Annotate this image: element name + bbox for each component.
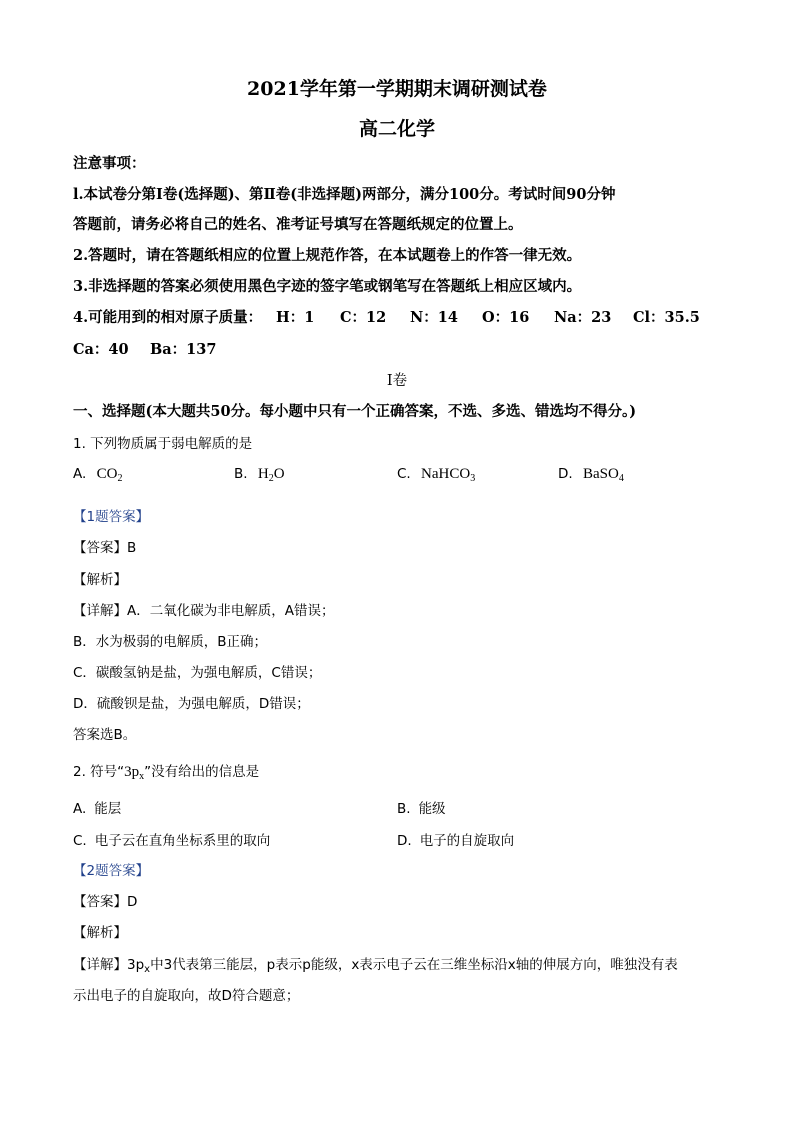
option-label: A.	[73, 466, 87, 482]
atomic-mass-cl: Cl：35.5	[633, 309, 700, 326]
option-label: B.	[397, 801, 411, 817]
symbol-main: 3p	[127, 957, 145, 973]
orbital-symbol	[127, 957, 150, 973]
question-2-detail-2: 示出电子的自旋取向，故D符合题意；	[73, 988, 300, 1004]
atomic-mass-na: Na：23	[554, 309, 612, 326]
atomic-mass-o: O：16	[482, 309, 530, 326]
atomic-mass-n: N：14	[410, 309, 458, 326]
question-1-option-a	[73, 466, 122, 483]
question-2-detail-1	[73, 953, 678, 973]
volume-heading: Ⅰ卷	[386, 373, 408, 389]
option-label: D.	[397, 833, 412, 849]
question-1-detail-2: B．水为极弱的电解质，B正确；	[73, 634, 268, 650]
formula-subscript: 2	[117, 473, 123, 484]
question-1-stem: 1. 下列物质属于弱电解质的是	[73, 436, 253, 452]
exam-subject: 高二化学	[358, 118, 435, 140]
option-text: 能层	[94, 801, 122, 817]
question-1-conclusion: 答案选B。	[73, 727, 137, 743]
symbol-main: 3p	[124, 764, 140, 780]
formula-main: CO	[96, 466, 118, 482]
question-1-option-d	[558, 466, 624, 483]
notice-line-1b: 答题前，请务必将自己的姓名、准考证号填写在答题纸规定的位置上。	[73, 216, 523, 233]
option-label: C.	[397, 466, 411, 482]
symbol-subscript: x	[144, 964, 151, 975]
option-label: C.	[73, 833, 87, 849]
formula-subscript: 3	[470, 473, 476, 484]
question-1-detail-4: D．硫酸钡是盐，为强电解质，D错误；	[73, 696, 310, 712]
question-1-detail-1: 【详解】A．二氧化碳为非电解质，A错误；	[73, 603, 335, 619]
atomic-mass-ca: Ca：40	[73, 341, 129, 358]
question-2-answer-tag: 【2题答案】	[73, 863, 150, 879]
detail-text: 中3代表第三能层，p表示p能级，x表示电子云在三维坐标沿x轴的伸展方向，唯独没有表	[150, 957, 678, 973]
detail-prefix: 【详解】	[73, 957, 127, 973]
atomic-mass-label: 4.可能用到的相对原子质量：	[73, 309, 263, 326]
notice-heading: 注意事项：	[73, 155, 146, 172]
stem-prefix: 2. 符号“	[73, 764, 125, 780]
question-2-option-d	[397, 829, 514, 849]
option-text: 电子的自旋取向	[419, 833, 515, 849]
formula-main: H	[257, 466, 269, 482]
orbital-symbol	[124, 764, 144, 780]
notice-line-4	[73, 306, 262, 327]
option-formula	[421, 466, 475, 482]
question-2-option-b	[397, 797, 446, 817]
question-2-option-c	[73, 829, 270, 849]
atomic-mass-h: H：1	[276, 309, 315, 326]
formula-subscript: 4	[618, 473, 624, 484]
option-label: B.	[234, 466, 248, 482]
question-1-answer: 【答案】B	[73, 540, 137, 556]
option-text: 电子云在直角坐标系里的取向	[94, 833, 271, 849]
formula-subscript: 2	[268, 473, 274, 484]
question-1-option-b	[234, 466, 285, 483]
notice-line-3: 3.非选择题的答案必须使用黑色字迹的签字笔或钢笔写在答题纸上相应区域内。	[73, 278, 582, 295]
exam-title: 2021学年第一学期期末调研测试卷	[247, 78, 547, 100]
option-text: 能级	[418, 801, 446, 817]
question-1-answer-tag: 【1题答案】	[73, 509, 150, 525]
notice-line-1: l.本试卷分第Ⅰ卷(选择题)、第Ⅱ卷(非选择题)两部分，满分100分。考试时间90分钟	[73, 186, 616, 203]
option-label: A.	[73, 801, 87, 817]
atomic-mass-ba: Ba：137	[150, 341, 217, 358]
formula-tail: O	[273, 466, 285, 482]
question-2-analysis-tag: 【解析】	[73, 925, 127, 941]
question-2-answer: 【答案】D	[73, 894, 138, 910]
question-1-analysis-tag: 【解析】	[73, 572, 127, 588]
question-2-stem	[73, 760, 259, 781]
option-formula	[97, 466, 123, 482]
question-1-detail-3: C．碳酸氢钠是盐，为强电解质，C错误；	[73, 665, 322, 681]
option-label: D.	[558, 466, 573, 482]
question-2-option-a	[73, 797, 121, 817]
stem-suffix: ”没有给出的信息是	[144, 764, 260, 780]
formula-main: NaHCO	[421, 466, 471, 482]
section-heading: 一、选择题(本大题共50分。每小题中只有一个正确答案，不选、多选、错选均不得分。)	[73, 403, 637, 420]
option-formula	[583, 466, 624, 482]
symbol-subscript: x	[139, 771, 145, 782]
formula-main: BaSO	[582, 466, 619, 482]
question-1-option-c	[397, 466, 475, 483]
notice-line-2: 2.答题时，请在答题纸相应的位置上规范作答，在本试题卷上的作答一律无效。	[73, 247, 582, 264]
option-formula	[258, 466, 285, 482]
atomic-mass-c: C：12	[340, 309, 387, 326]
